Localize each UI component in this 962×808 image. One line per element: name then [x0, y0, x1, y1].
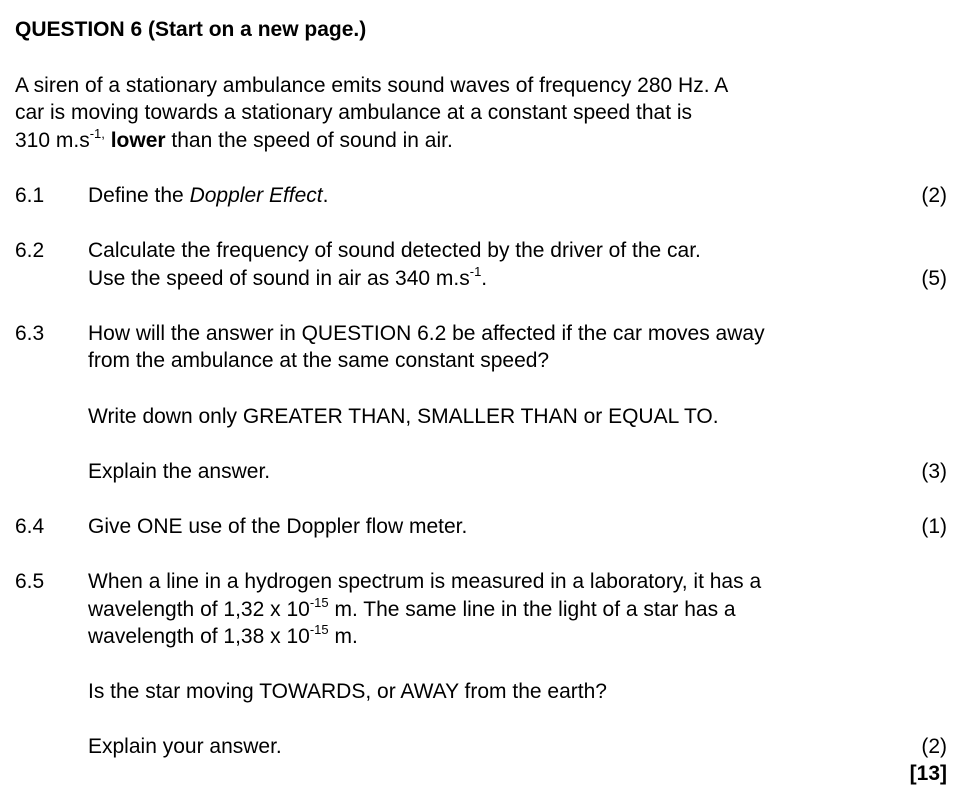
q63-line-2: from the ambulance at the same constant speed? — [88, 349, 550, 372]
q65-number: 6.5 — [15, 570, 45, 593]
intro-line-3: 310 $m.s^{-1,}$ lower than the speed of sound in air. — [15, 126, 453, 152]
q63-line-1: How will the answer in QUESTION 6.2 be affected if the car moves away — [88, 322, 765, 345]
q62-line-2: Use the speed of sound in air as 340 $m.s^{-1}$. — [88, 264, 488, 290]
intro-speed-exponent: -1, — [89, 126, 105, 141]
q65-line-1: When a line in a hydrogen spectrum is measured in a laboratory, it has a — [88, 570, 762, 593]
intro-bold-word: lower — [110, 129, 166, 152]
question-page — [15, 0, 947, 808]
intro-line-2: car is moving towards a stationary ambulance at a constant speed that is — [15, 101, 693, 124]
q62-marks: (5) — [921, 267, 947, 290]
q63-line-3: Write down only GREATER THAN, SMALLER THAN or EQUAL TO. — [88, 405, 719, 428]
q65-line-2: wavelength of 1,32 x $10^{-15}$ m. The same line in the light of a star has a — [88, 595, 736, 621]
q65-marks: (2) — [921, 735, 947, 758]
q64-text: Give ONE use of the Doppler flow meter. — [88, 515, 468, 538]
q62-exponent: -1 — [469, 264, 482, 279]
q63-marks: (3) — [921, 460, 947, 483]
q62-number: 6.2 — [15, 239, 45, 262]
q63-line-4: Explain the answer. — [88, 460, 271, 483]
q65-line-3: wavelength of 1,38 x $10^{-15}$ m. — [88, 622, 358, 648]
q65-exponent-1: -15 — [309, 595, 329, 610]
question-heading-text: QUESTION 6 (Start on a new page.) — [15, 18, 367, 41]
q61-marks: (2) — [921, 184, 947, 207]
q61-text: Define the Doppler Effect. — [88, 184, 329, 207]
q65-exponent-2: -15 — [309, 622, 329, 637]
q65-line-4: Is the star moving TOWARDS, or AWAY from the earth? — [88, 680, 607, 703]
q63-number: 6.3 — [15, 322, 45, 345]
q65-line-5: Explain your answer. — [88, 735, 282, 758]
q62-line-1: Calculate the frequency of sound detected by the driver of the car. — [88, 239, 701, 262]
q64-marks: (1) — [921, 515, 947, 538]
q61-number: 6.1 — [15, 184, 45, 207]
intro-speed: 310 m.s — [15, 129, 90, 152]
question-heading — [15, 17, 366, 43]
question-total-marks: [13] — [909, 762, 947, 785]
q64-number: 6.4 — [15, 515, 45, 538]
intro-line-1: A siren of a stationary ambulance emits sound waves of frequency 280 Hz. A — [15, 74, 729, 97]
q61-term: Doppler Effect — [189, 184, 323, 207]
